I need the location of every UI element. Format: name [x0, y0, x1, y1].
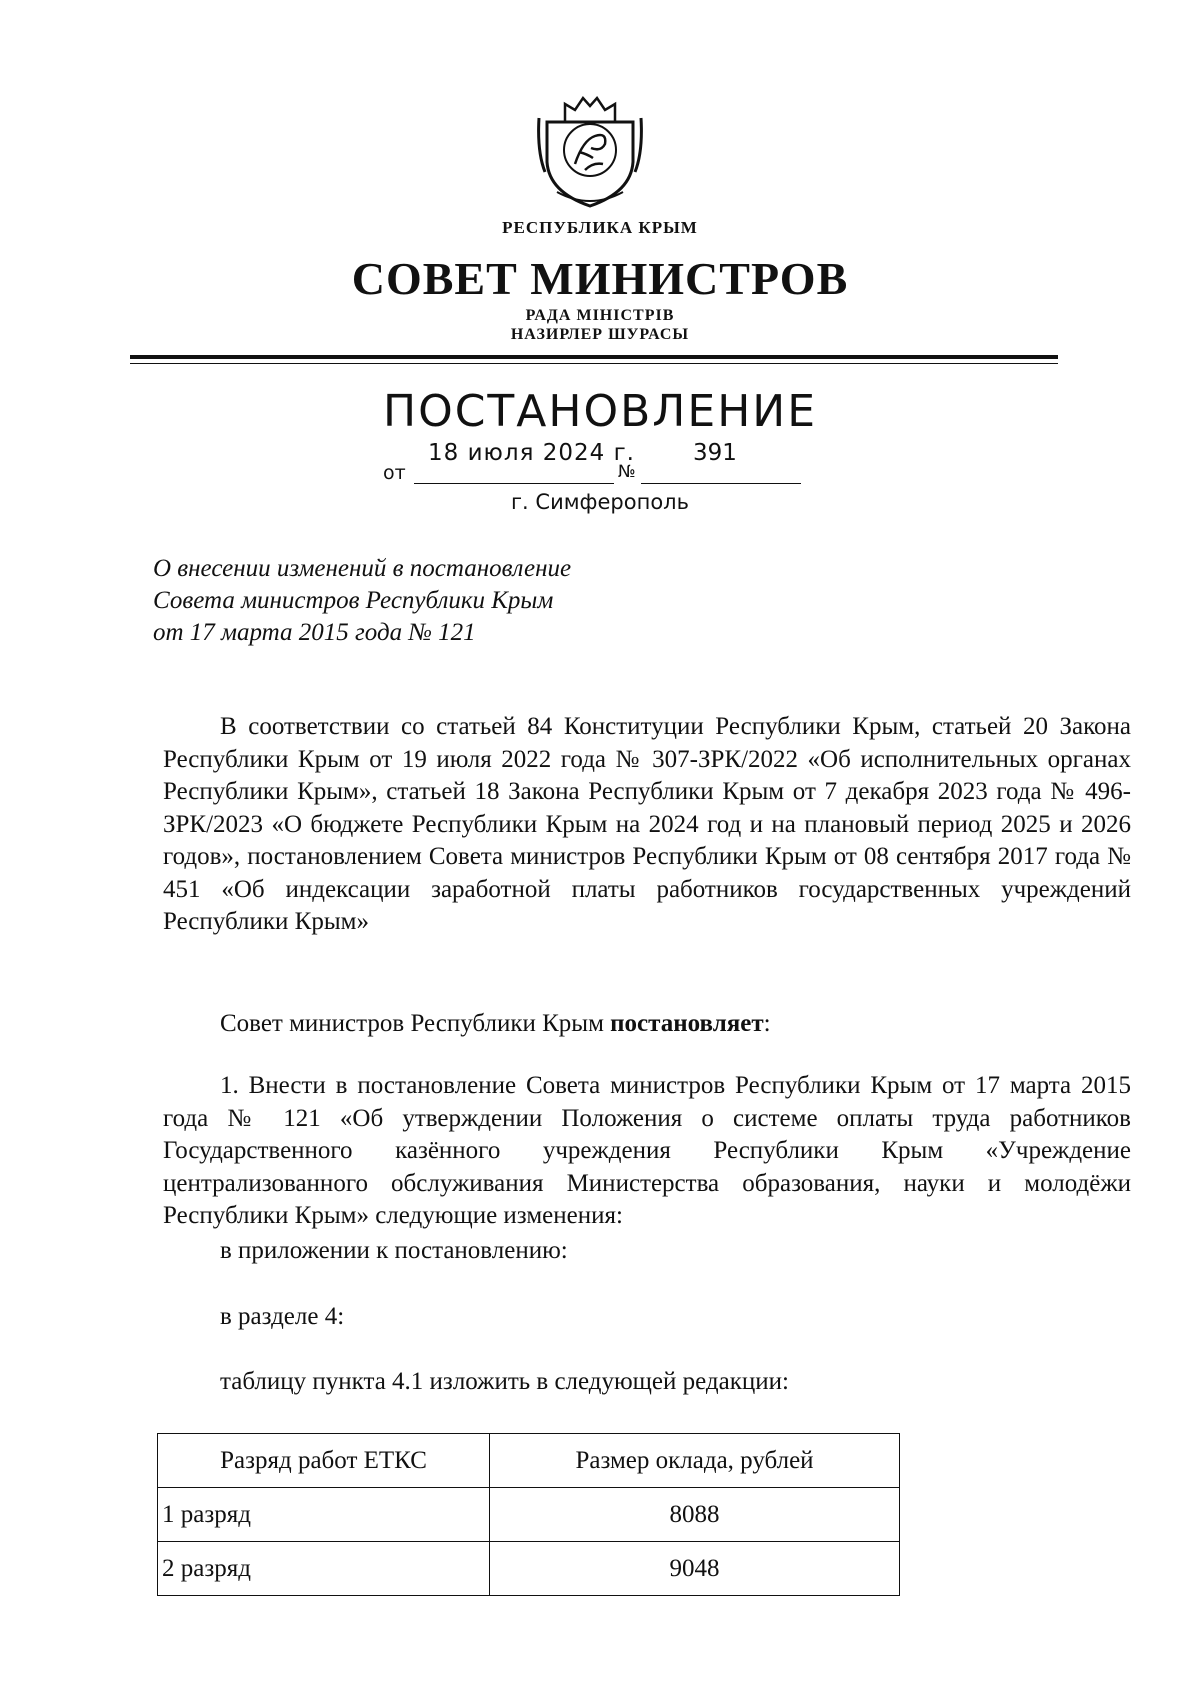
document-type-title: ПОСТАНОВЛЕНИЕ: [382, 386, 817, 437]
date-label: от: [383, 462, 406, 484]
table-cell-salary: 9048: [490, 1542, 900, 1596]
preamble-paragraph: В соответствии со статьей 84 Конституции Республики Крым, статьей 20 Закона Республики Крым от 19 июля 2022 года № 307-ЗРК/2022 «Об исполнительных органах Республики Крым», статьей 18 Закона Республики Крым от 7 декабря 2023 года № 496-ЗРК/2023 «О бюджете Республики Крым на 2024 год и на плановый период 2025 и 2026 годов», постановлением Совета министров Республики Крым от 08 сентября 2017 года № 451 «Об индексации заработной платы работников государственных учреждений Республики Крым»: [163, 713, 1131, 935]
table-cell-grade: 1 разряд: [158, 1488, 490, 1542]
header-divider-thick: [130, 355, 1058, 359]
date-number-row: [0, 440, 1200, 490]
header-council-crh: НАЗИРЛЕР ШУРАСЫ: [510, 326, 690, 343]
decree-keyword: постановляет: [610, 1010, 764, 1037]
table-cell-grade: 2 разряд: [158, 1542, 490, 1596]
decree-paragraph: [220, 1008, 771, 1041]
table-row: [158, 1488, 900, 1542]
document-date: 18 июля 2024 г.: [428, 440, 635, 466]
header-divider-thin: [130, 363, 1058, 364]
appendix-paragraph: в приложении к постановлению:: [220, 1237, 568, 1264]
subject-line: О внесении изменений в постановление: [153, 555, 572, 582]
header-republic: РЕСПУБЛИКА КРЫМ: [502, 218, 698, 237]
column-header-grade: Разряд работ ЕТКС: [158, 1434, 490, 1488]
number-underline: [641, 483, 801, 484]
header-council-ua: РАДА МІНІСТРІВ: [525, 307, 675, 324]
date-underline: [414, 483, 614, 484]
document-number: 391: [693, 440, 737, 466]
number-label: №: [618, 462, 636, 482]
decree-suffix: :: [763, 1010, 771, 1037]
subject-line: от 17 марта 2015 года № 121: [153, 619, 476, 646]
decree-prefix: Совет министров Республики Крым: [220, 1010, 611, 1037]
item-1-paragraph: 1. Внести в постановление Совета министров Республики Крым от 17 марта 2015 года № 121 «Об утверждении Положения о системе оплаты труда работников Государственного казённого учреждения Республики Крым «Учреждение централизованного обслуживания Министерства образования, науки и молодёжи Республики Крым» следующие изменения:: [163, 1072, 1131, 1229]
column-header-salary: Размер оклада, рублей: [490, 1434, 900, 1488]
document-subject: [153, 553, 571, 649]
table-header-row: [158, 1434, 900, 1488]
salary-table: [157, 1433, 900, 1596]
header-council: СОВЕТ МИНИСТРОВ: [351, 253, 849, 304]
crimea-coat-of-arms-icon: [535, 92, 645, 210]
section-paragraph: в разделе 4:: [220, 1303, 345, 1330]
table-intro-paragraph: таблицу пункта 4.1 изложить в следующей редакции:: [220, 1368, 789, 1395]
table-row: [158, 1542, 900, 1596]
table-cell-salary: 8088: [490, 1488, 900, 1542]
subject-line: Совета министров Республики Крым: [153, 587, 554, 614]
document-city: г. Симферополь: [511, 490, 689, 514]
